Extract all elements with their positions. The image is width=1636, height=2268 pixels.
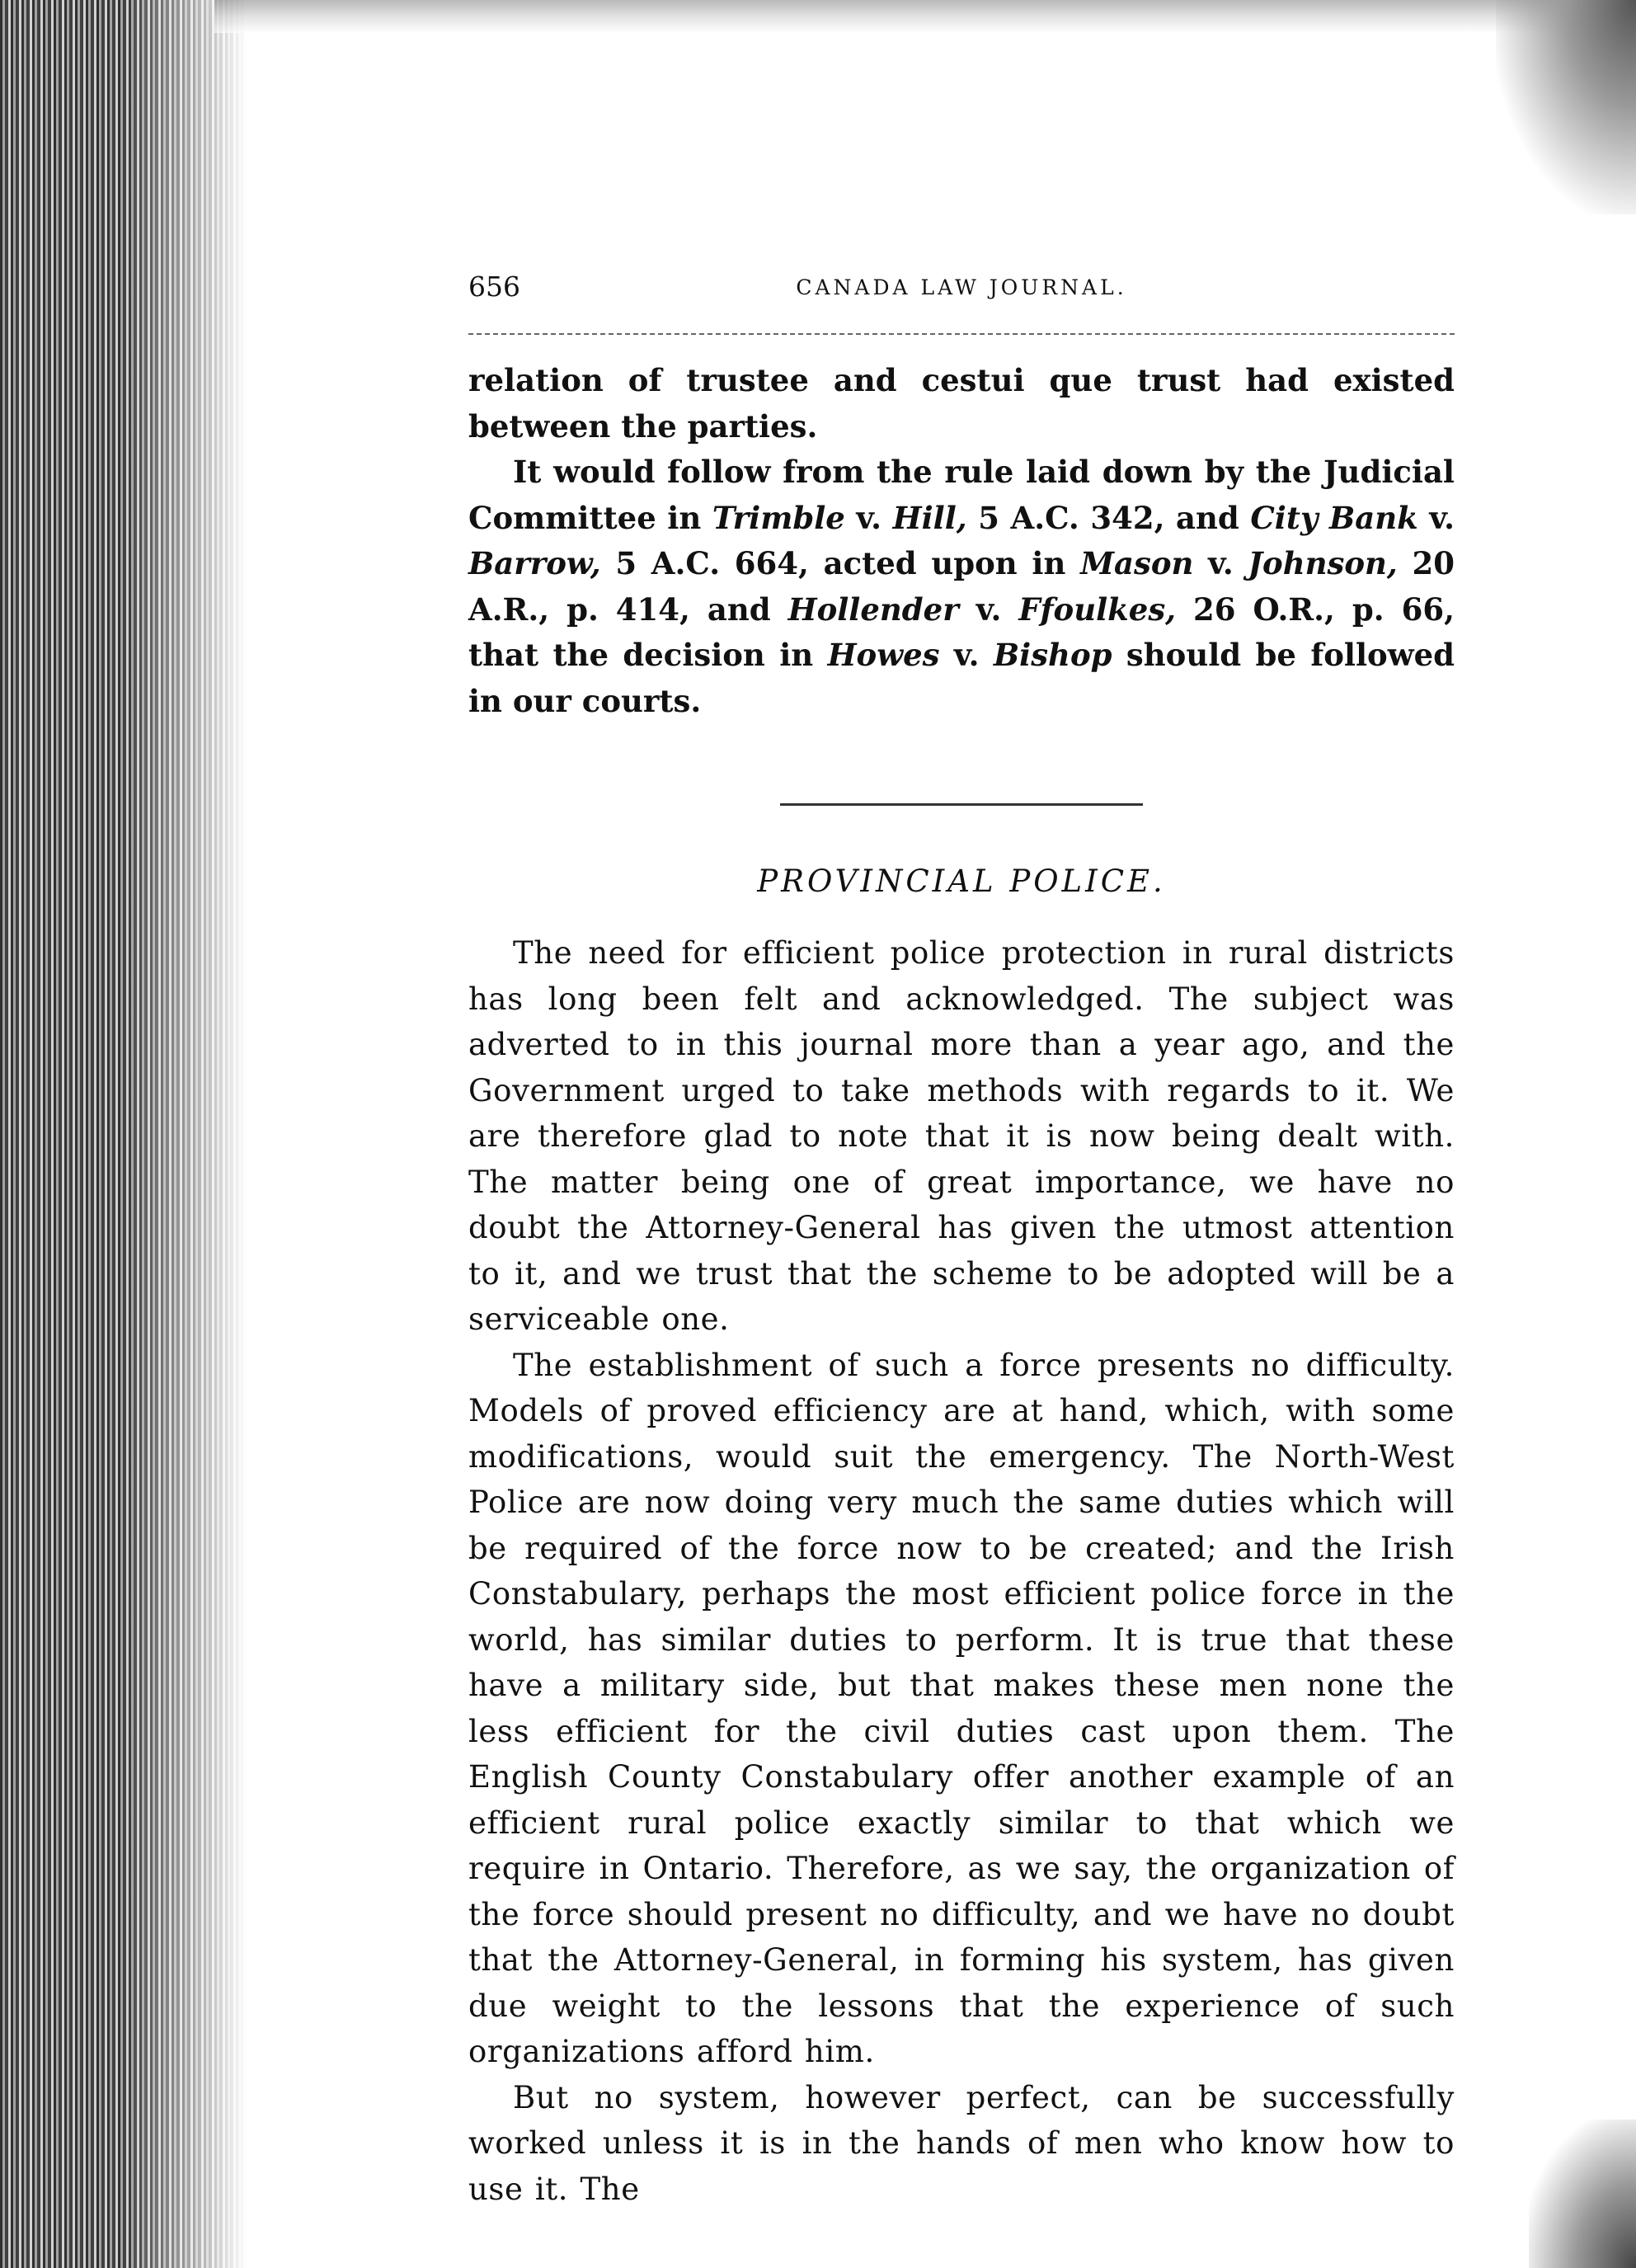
text-run: v. [958,591,1019,628]
case-name: Howes [827,637,940,673]
section-heading: PROVINCIAL POLICE. [757,863,1166,899]
text-run: v. [1193,545,1248,581]
case-name: Hill, [892,499,967,536]
case-name: Barrow, [468,545,601,581]
text-run: v. [1417,499,1455,536]
page-number: 656 [468,271,520,303]
case-name: Mason [1080,545,1194,581]
text-run: 26 O.R., p. 66, that the decision in [468,591,1455,673]
scan-corner-bottom-right [1529,2120,1636,2268]
case-name: Johnson, [1248,545,1398,581]
case-name: City Bank [1250,499,1418,536]
paragraph-continuation: relation of trustee and cestui que trust had existed between the parties. [468,362,1455,445]
case-name: Trimble [712,499,845,536]
text-run: 5 A.C. 664, acted upon in [600,545,1081,581]
text-run: It would follow from the rule laid down by the Judicial Committee in [468,454,1455,536]
text-run: v. [844,499,893,536]
text-run: 5 A.C. 342, and [966,499,1251,536]
text-run: 20 A.R., p. 414, and [468,545,1455,628]
paragraph-case-citations [468,449,1455,724]
journal-title: CANADA LAW JOURNAL. [796,275,1127,299]
case-name: Ffoulkes, [1018,591,1177,628]
case-name: Hollender [787,591,959,628]
running-head [468,264,1455,335]
section-divider [780,803,1143,806]
case-name: Bishop [993,637,1112,673]
scan-corner-top-right [1496,0,1636,214]
paragraph-body: But no system, however perfect, can be successfully worked unless it is in the hands of men who know how to use it. The [468,2079,1455,2207]
text-run: should be followed in our courts. [468,637,1455,719]
scan-shadow-left-fade [124,0,247,2268]
journal-page [468,264,1455,2212]
paragraph-body: The establishment of such a force presents no difficulty. Models of proved efficiency are at hand, which, with some modifications, would suit the emergency. The North-West Police are now doing very much the same duties which will be required of the force now to be created; and the Irish Constabulary, perhaps the most efficient police force in the world, has similar duties to perform. It is true that these have a military side, but that makes these men none the less efficient for the civil duties cast upon them. The English County Constabulary offer another example of an efficient rural police exactly similar to that which we require in Ontario. Therefore, as we say, the organization of the force should present no difficulty, and we have no doubt that the Attorney-General, in forming his system, has given due weight to the lessons that the experience of such organizations afford him. [468,1347,1455,2069]
paragraph-body: The need for efficient police protection in rural districts has long been felt and acknowledged. The subject was adverted to in this journal more than a year ago, and the Government urged to take methods with regards to it. We are therefore glad to note that it is now being dealt with. The matter being one of great importance, we have no doubt the Attorney-General has given the utmost attention to it, and we trust that the scheme to be adopted will be a serviceable one. [468,935,1455,1337]
text-run: v. [939,637,994,673]
scan-shadow-top [214,0,1636,33]
